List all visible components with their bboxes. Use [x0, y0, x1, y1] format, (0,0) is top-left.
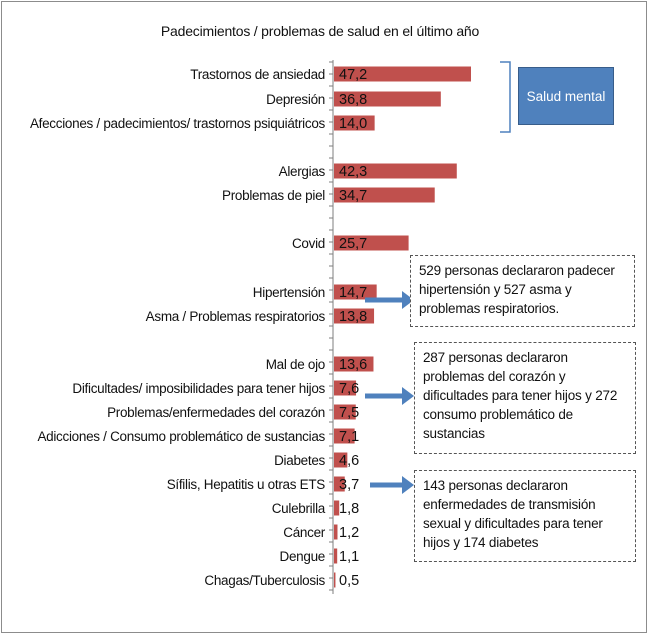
- chart-title: Padecimientos / problemas de salud en el último año: [160, 23, 480, 39]
- category-label: Alergias: [278, 164, 325, 179]
- bar: [334, 573, 335, 588]
- category-label: Chagas/Tuberculosis: [204, 573, 325, 588]
- note-corazon-hijos: 287 personas declararon problemas del corazón y dificultades para tener hijos y 272 consumo problemático de sustancias: [414, 342, 636, 454]
- arrow-note-3-head: [402, 476, 414, 494]
- note-ets-diabetes: 143 personas declararon enfermedades de transmisión sexual y dificultades para tener hijos y 174 diabetes: [414, 470, 636, 562]
- note-hipertension-asma: 529 personas declararon padecer hipertensión y 527 asma y problemas respiratorios.: [410, 255, 635, 327]
- category-label: Hipertensión: [252, 285, 325, 300]
- value-label: 7,5: [339, 405, 360, 421]
- salud-mental-bracket: [500, 62, 510, 132]
- salud-mental-box: Salud mental: [518, 67, 614, 125]
- category-label: Diabetes: [274, 453, 325, 468]
- value-label: 36,8: [339, 92, 368, 108]
- category-label: Culebrilla: [271, 501, 325, 516]
- value-label: 1,8: [339, 501, 360, 517]
- category-label: Cáncer: [283, 525, 325, 540]
- category-label: Problemas de piel: [222, 188, 325, 203]
- category-label: Depresión: [266, 92, 325, 107]
- value-label: 25,7: [339, 236, 368, 252]
- category-label: Covid: [291, 236, 325, 251]
- value-label: 34,7: [339, 188, 368, 204]
- category-label: Sífilis, Hepatitis u otras ETS: [166, 477, 325, 492]
- category-label: Asma / Problemas respiratorios: [145, 309, 325, 324]
- value-label: 1,2: [339, 525, 360, 541]
- value-label: 14,7: [339, 285, 368, 301]
- arrow-note-2-head: [402, 387, 414, 405]
- value-label: 7,1: [339, 429, 360, 445]
- value-label: 14,0: [339, 116, 368, 132]
- category-label: Mal de ojo: [265, 357, 325, 372]
- category-label: Dificultades/ imposibilidades para tener hijos: [72, 381, 325, 396]
- value-label: 13,8: [339, 309, 368, 325]
- value-label: 3,7: [339, 477, 360, 493]
- bar: [334, 549, 337, 564]
- category-label: Trastornos de ansiedad: [190, 67, 325, 82]
- value-label: 7,6: [339, 381, 360, 397]
- value-label: 4,6: [339, 453, 360, 469]
- value-label: 1,1: [339, 549, 360, 565]
- category-label: Dengue: [279, 549, 325, 564]
- value-label: 42,3: [339, 164, 368, 180]
- value-label: 13,6: [339, 357, 368, 373]
- category-label: Adicciones / Consumo problemático de sustancias: [37, 429, 325, 444]
- category-label: Afecciones / padecimientos/ trastornos psiquiátricos: [29, 116, 325, 131]
- bar: [334, 525, 337, 540]
- value-label: 47,2: [339, 67, 368, 83]
- category-label: Problemas/enfermedades del corazón: [107, 405, 325, 420]
- value-label: 0,5: [339, 573, 360, 589]
